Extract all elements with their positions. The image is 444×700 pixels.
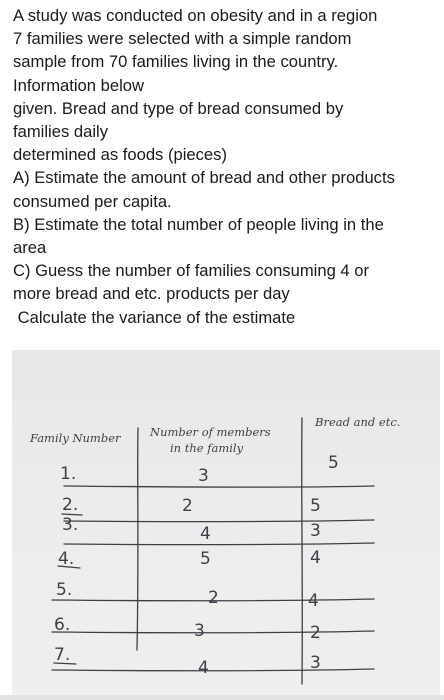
family-number-cell: 1. (60, 464, 77, 484)
question-part-c: C) Guess the number of families consuming 4 or (13, 261, 369, 281)
page-bottom-edge (0, 695, 444, 700)
question-line: consumed per capita. (13, 191, 172, 211)
question-part-a: A) Estimate the amount of bread and other products (13, 168, 395, 188)
row-rule (64, 486, 374, 487)
column-divider (302, 418, 303, 684)
question-line: sample from 70 families living in the country. (13, 52, 339, 72)
members-cell: 2 (182, 496, 193, 516)
question-line: more bread and etc. products per day (13, 284, 290, 304)
bread-cell: 3 (310, 653, 321, 673)
bread-cell: 5 (310, 496, 321, 516)
handwritten-table-photo (12, 350, 440, 696)
question-line: determined as foods (pieces) (13, 145, 227, 165)
header-members-line2: in the family (170, 441, 244, 455)
header-family-number: Family Number (30, 431, 121, 445)
question-line: given. Bread and type of bread consumed by (13, 98, 344, 118)
row-rule (64, 543, 374, 545)
family-number-cell: 3. (62, 515, 79, 535)
members-cell: 4 (198, 658, 209, 678)
question-line: families daily (13, 122, 108, 142)
question-variance-line: Calculate the variance of the estimate (13, 307, 296, 327)
question-line: Information below (13, 75, 144, 95)
members-cell: 5 (200, 549, 211, 569)
family-number-cell: 4. (58, 549, 75, 569)
row-rule (52, 631, 374, 633)
family-number-cell: 6. (54, 615, 71, 635)
bread-cell: 4 (308, 591, 319, 611)
question-text (13, 4, 437, 329)
bread-cell: 4 (310, 548, 321, 568)
question-line: 7 families were selected with a simple random (13, 29, 352, 49)
members-cell: 4 (200, 524, 211, 544)
row-rule (64, 520, 374, 522)
family-number-cell: 5. (56, 580, 73, 600)
handwritten-table (12, 350, 440, 696)
question-part-b: B) Estimate the total number of people living in the (13, 214, 384, 234)
members-cell: 3 (198, 466, 209, 486)
bread-cell: 2 (310, 623, 321, 643)
bread-cell: 5 (328, 453, 339, 473)
question-line: A study was conducted on obesity and in a region (13, 6, 378, 25)
family-number-cell: 7. (54, 645, 71, 665)
question-line: area (13, 238, 47, 258)
header-bread: Bread and etc. (315, 415, 401, 429)
column-divider (137, 428, 138, 650)
row-rule (52, 669, 374, 671)
family-number-cell: 2. (62, 495, 79, 515)
bread-cell: 3 (310, 521, 321, 541)
header-members-line1: Number of members (150, 425, 271, 439)
members-cell: 2 (208, 588, 219, 608)
members-cell: 3 (194, 621, 205, 641)
